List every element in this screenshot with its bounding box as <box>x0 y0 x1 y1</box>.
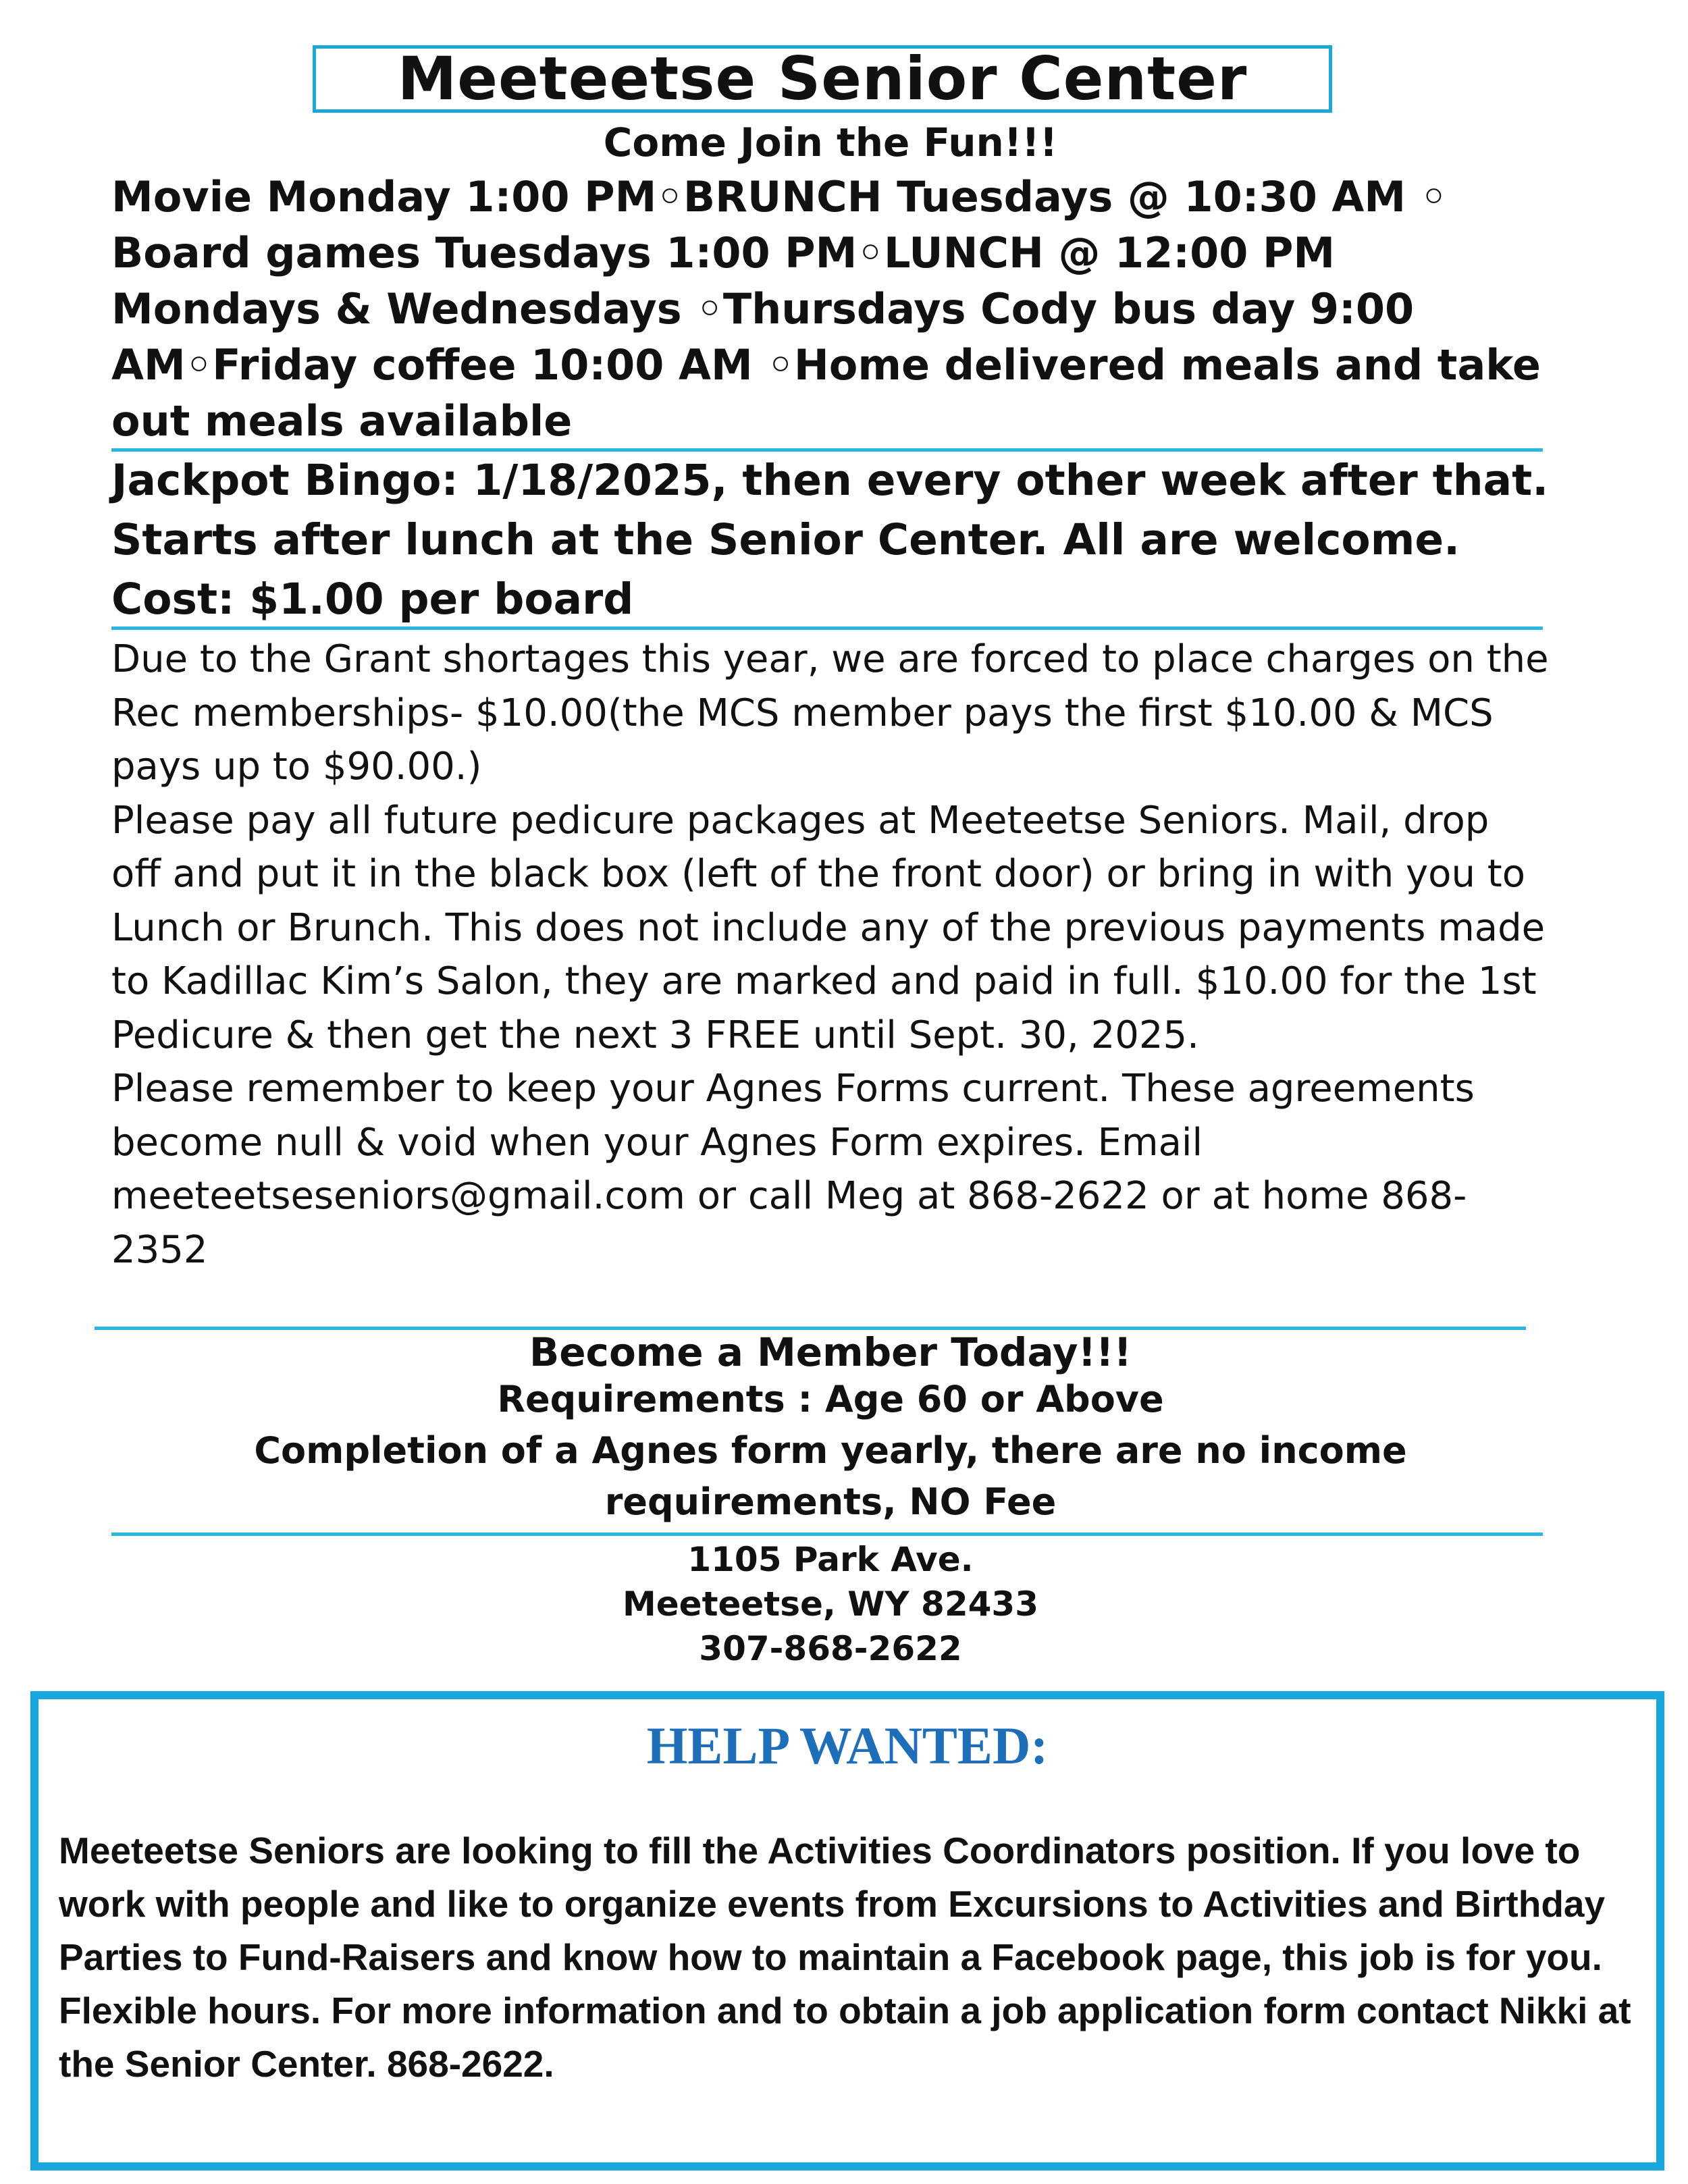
member-title: Become a Member Today!!! <box>529 1329 1132 1375</box>
completion-line: Completion of a Agnes form yearly, there are no income requirements, NO Fee <box>254 1429 1407 1523</box>
divider-membership <box>111 1533 1543 1536</box>
address-block <box>111 1537 1550 1671</box>
help-wanted-body: Meeteetse Seniors are looking to fill the Activities Coordinators position. If you love to work with people and like to organize events from Excursions to Activities and Birthday Parties to Fund-Raisers and know how to maintain a Facebook page, this job is for you. Flexible hours. For more information and to obtain a job application form contact Nikki at the Senior Center. 868-2622. <box>59 1830 1631 2085</box>
address-phone: 307-868-2622 <box>699 1629 962 1668</box>
notices <box>111 633 1550 1277</box>
schedule-text: Movie Monday 1:00 PM◦BRUNCH Tuesdays @ 10:30 AM ◦ Board games Tuesdays 1:00 PM◦LUNCH @ 12:00 PM Mondays & Wednesdays ◦Thursdays Cody bus day 9:00 AM◦Friday coffee 10:00 AM ◦Home delivered meals and take out meals available <box>111 172 1541 446</box>
address-city: Meeteetse, WY 82433 <box>623 1584 1038 1624</box>
help-wanted-box <box>30 1691 1664 2170</box>
address-street: 1105 Park Ave. <box>687 1540 974 1579</box>
pedicure-notice: Please pay all future pedicure packages at Meeteetse Seniors. Mail, drop off and put it in the black box (left of the front door) or bring in with you to Lunch or Brunch. This does not include any of the previous payments made to Kadillac Kim’s Salon, they are marked and paid in full. $10.00 for the 1st Pedicure & then get the next 3 FREE until Sept. 30, 2025. <box>111 798 1546 1057</box>
help-wanted-title: HELP WANTED: <box>646 1716 1049 1775</box>
tagline: Come Join the Fun!!! <box>603 119 1058 165</box>
grant-notice: Due to the Grant shortages this year, we are forced to place charges on the Rec memberships- $10.00(the MCS member pays the first $10.00 & MCS pays up to $90.00.) <box>111 637 1549 789</box>
requirements-line: Requirements : Age 60 or Above <box>497 1378 1164 1420</box>
bingo-text: Jackpot Bingo: 1/18/2025, then every other week after that. Starts after lunch at the Senior Center. All are welcome. Cost: $1.00 per board <box>111 456 1549 624</box>
divider-bingo <box>111 627 1543 630</box>
title-box <box>313 45 1332 113</box>
agnes-notice: Please remember to keep your Agnes Forms current. These agreements become null & void when your Agnes Form expires. Email meeteetseseniors@gmail.com or call Meg at 868-2622 or at home 868-2352 <box>111 1067 1475 1272</box>
member-requirements <box>111 1374 1550 1528</box>
page-title: Meeteetse Senior Center <box>397 44 1248 113</box>
